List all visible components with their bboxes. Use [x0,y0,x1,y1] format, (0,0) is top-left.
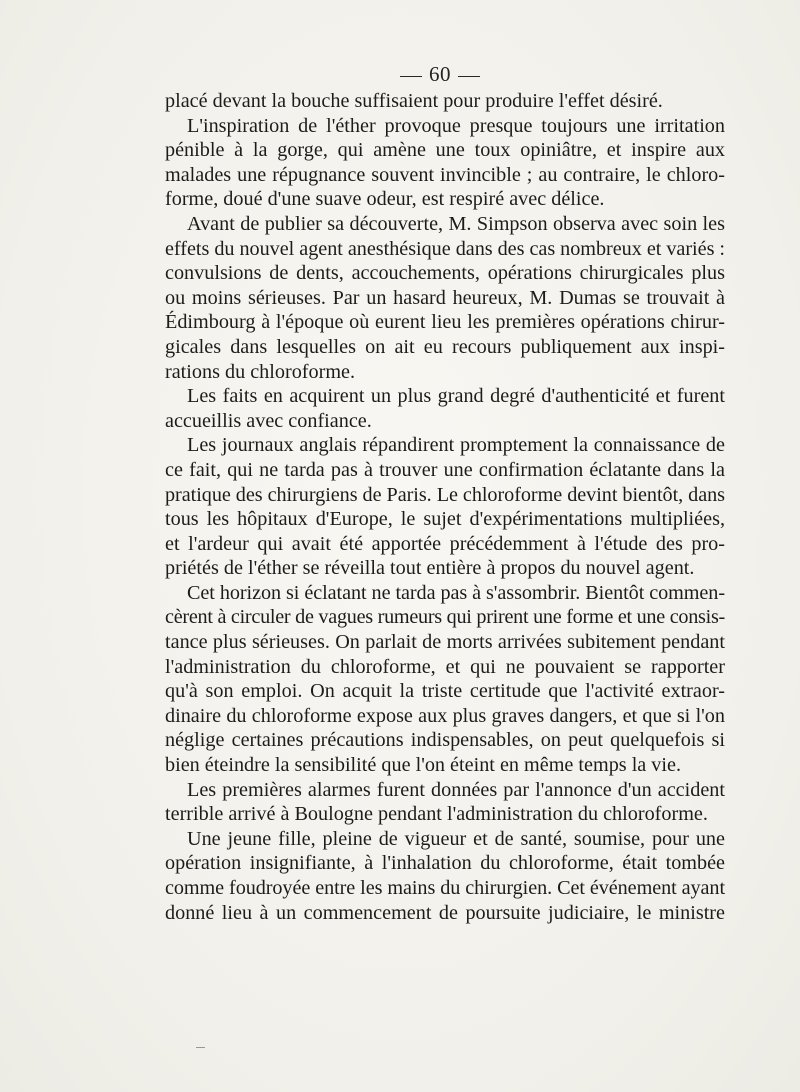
text-line: accueillis avec confiance. [165,409,372,432]
left-dash [400,76,422,77]
text-line: dinaire du chloroforme expose aux plus graves dangers, et que si l'on [165,704,725,727]
right-dash [458,76,480,77]
text-line: tance plus sérieuses. On parlait de morts arrivées subitement pendant [165,631,725,654]
text-line: cèrent à circuler de vagues rumeurs qui prirent une forme et une consis- [165,606,726,629]
text-line: Avant de publier sa découverte, M. Simpson observa avec soin les [187,212,725,235]
page-number: 60 [429,62,451,86]
text-line: donné lieu à un commencement de poursuite judiciaire, le ministre [165,901,725,924]
text-line: forme, doué d'une suave odeur, est respiré avec délice. [165,188,605,211]
text-line: Une jeune fille, pleine de vigueur et de santé, soumise, pour une [187,827,725,850]
text-line: ou moins sérieuses. Par un hasard heureux, M. Dumas se trouvait à [165,286,725,309]
page-number-header [0,62,800,87]
text-line: pratique des chirurgiens de Paris. Le chloroforme devint bientôt, dans [165,483,725,506]
text-line: pénible à la gorge, qui amène une toux opiniâtre, et inspire aux [165,139,725,162]
stray-print-mark [196,1047,205,1048]
text-line: opération insignifiante, à l'inhalation du chloroforme, était tombée [165,852,725,875]
text-line: priétés de l'éther se réveilla tout entière à propos du nouvel agent. [165,557,695,580]
text-line: malades une répugnance souvent invincible ; au contraire, le chloro- [165,163,725,186]
text-line: Les journaux anglais répandirent promptement la connaissance de [187,434,725,457]
text-line: bien éteindre la sensibilité que l'on éteint en même temps la vie. [165,754,682,777]
text-line: comme foudroyée entre les mains du chirurgien. Cet événement ayant [165,877,725,899]
text-line: qu'à son emploi. On acquit la triste certitude que l'activité extraor- [165,680,725,703]
text-line: placé devant la bouche suffisaient pour produire l'effet désiré. [165,90,663,112]
text-line: effets du nouvel agent anesthésique dans des cas nombreux et variés : [165,237,725,260]
text-line: et l'ardeur qui avait été apportée précédemment à l'étude des pro- [165,532,725,555]
text-line: Cet horizon si éclatant ne tarda pas à s'assombrir. Bientôt commen- [187,581,725,604]
text-line: Édimbourg à l'époque où eurent lieu les premières opérations chirur- [165,311,725,334]
text-line: l'administration du chloroforme, et qui ne pouvaient se rapporter [165,655,725,678]
text-line: Les faits en acquirent un plus grand degré d'authenticité et furent [187,385,725,408]
body-text [165,89,725,925]
text-line: gicales dans lesquelles on ait eu recours publiquement aux inspi- [165,335,725,358]
text-line: Les premières alarmes furent données par l'annonce d'un accident [187,778,725,801]
text-line: L'inspiration de l'éther provoque presque toujours une irritation [187,114,725,137]
text-line: ce fait, qui ne tarda pas à trouver une confirmation éclatante dans la [165,458,725,481]
text-line: néglige certaines précautions indispensables, on peut quelquefois si [165,729,725,752]
text-line: tous les hôpitaux d'Europe, le sujet d'expérimentations multipliées, [165,508,725,531]
text-line: terrible arrivé à Boulogne pendant l'administration du chloroforme. [165,803,708,826]
text-line: rations du chloroforme. [165,360,356,383]
text-line: convulsions de dents, accouchements, opérations chirurgicales plus [165,262,725,285]
